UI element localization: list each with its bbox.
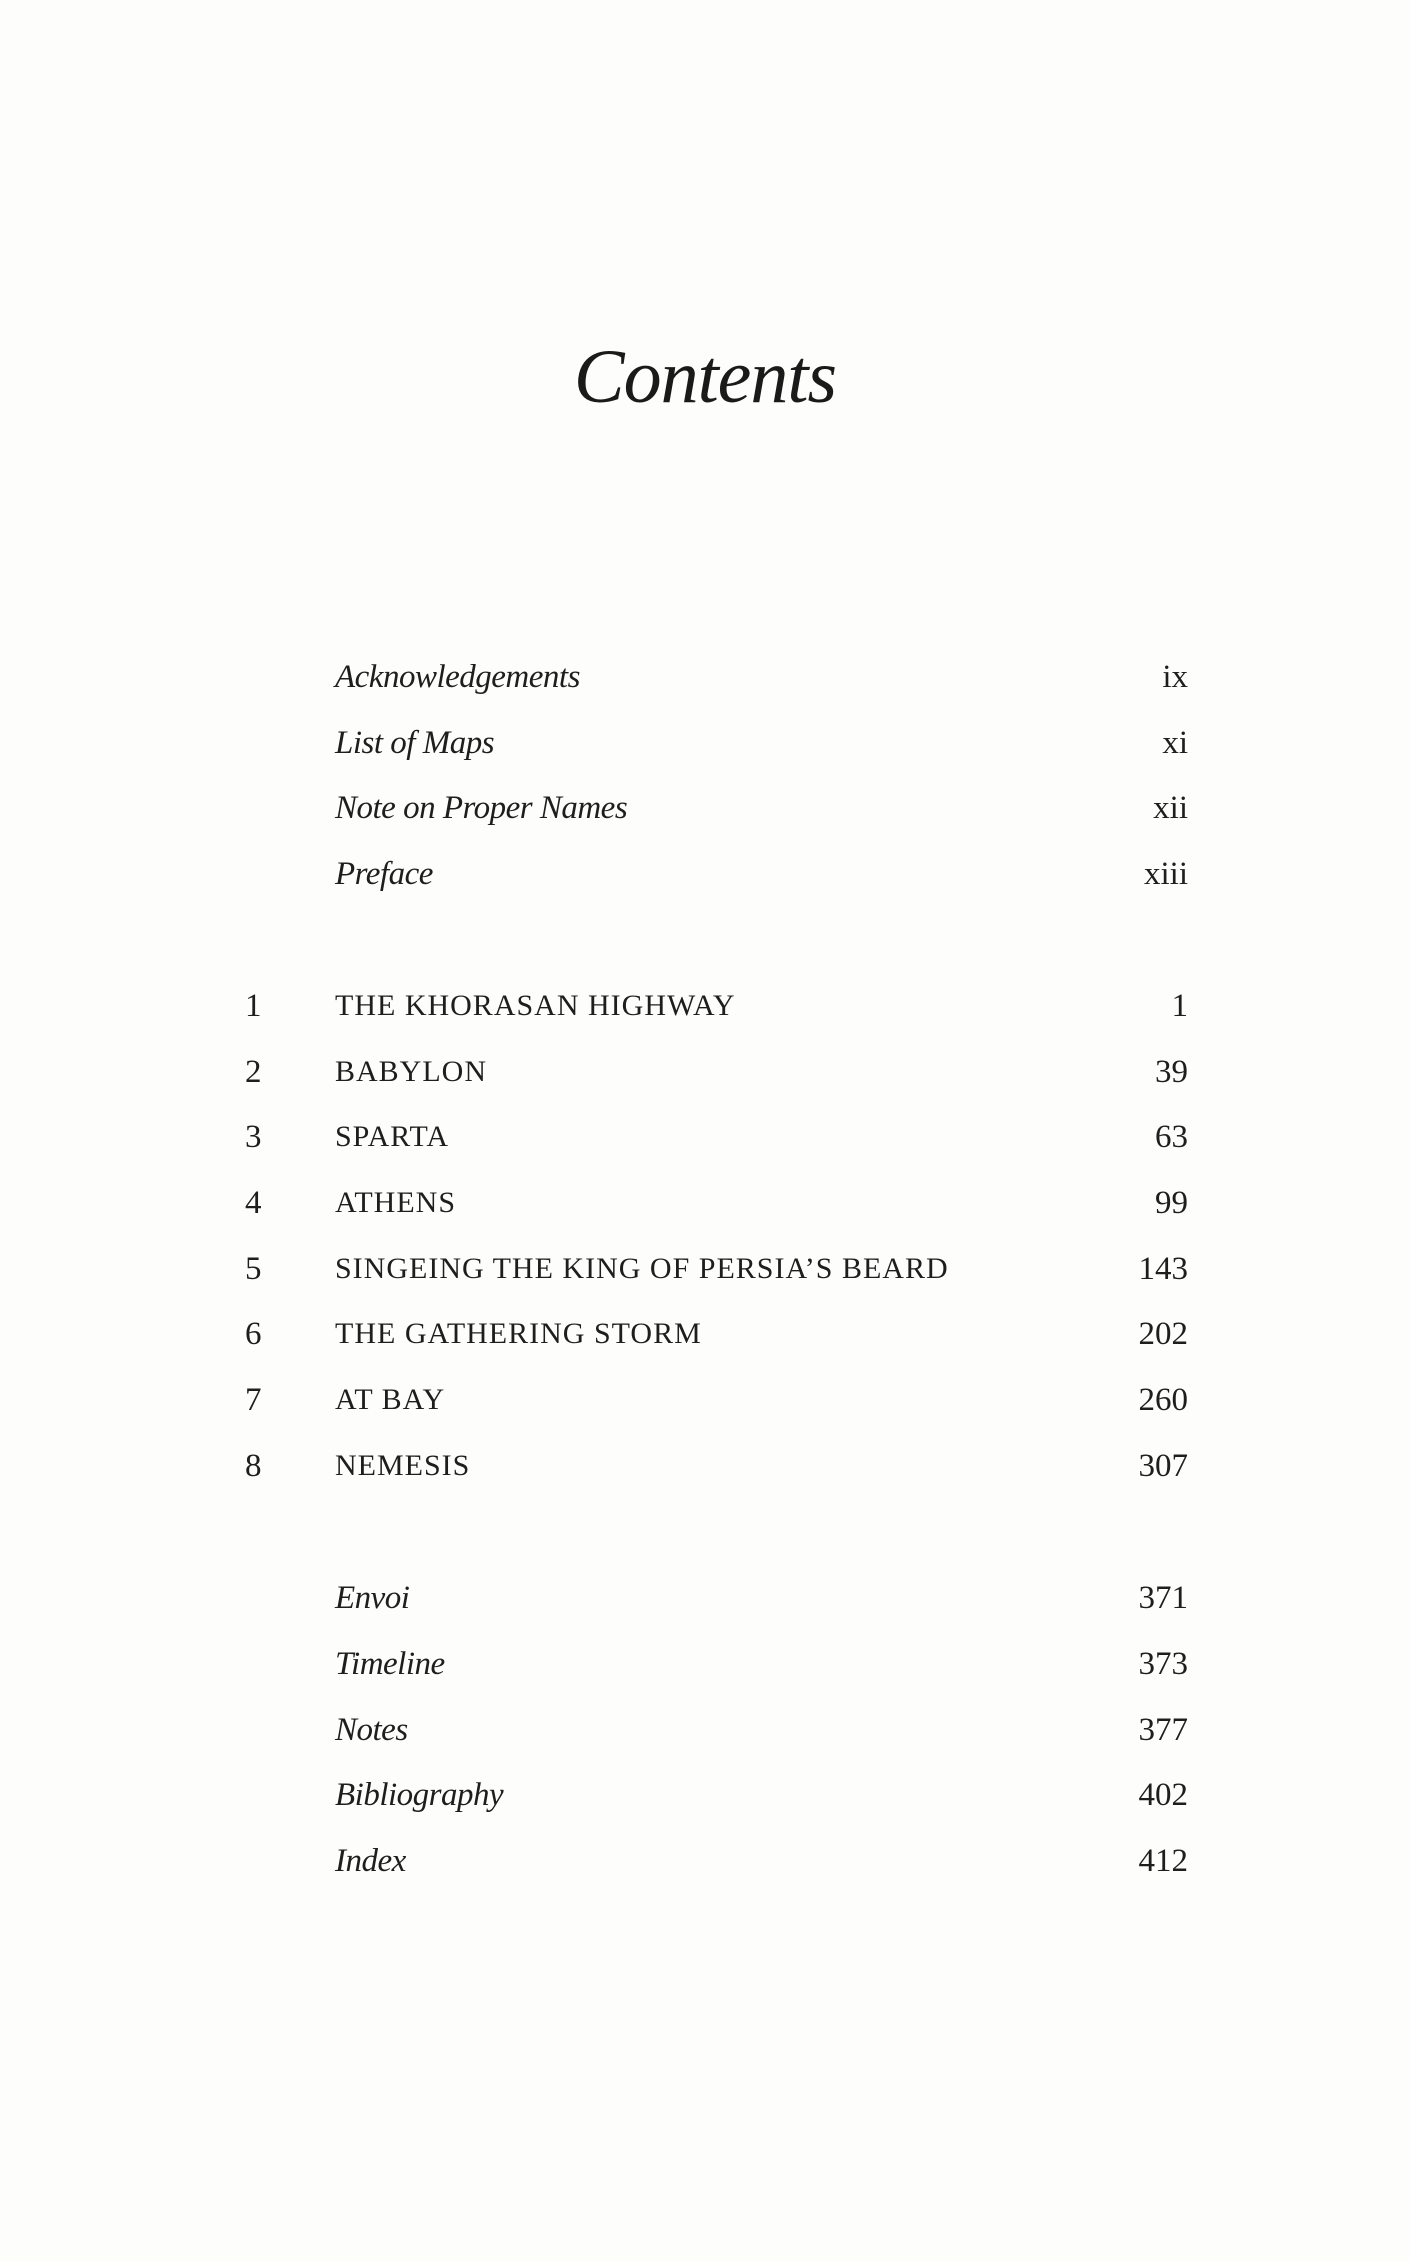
chapter-number: 3 [245,1119,262,1155]
toc-chapter-2[interactable] [230,1047,1188,1097]
toc-chapter-6[interactable] [230,1309,1188,1359]
entry-page: 371 [1138,1580,1188,1616]
toc-entry-envoi[interactable] [230,1573,1188,1623]
toc-chapter-8[interactable] [230,1441,1188,1491]
entry-page: xiii [1143,856,1188,892]
chapter-title: AT BAY [335,1383,446,1416]
toc-chapter-3[interactable] [230,1112,1188,1162]
chapter-page: 63 [1155,1119,1188,1155]
entry-label: Acknowledgements [335,659,580,695]
chapter-page: 202 [1138,1316,1188,1352]
entry-label: Envoi [335,1580,410,1616]
toc-entry-timeline[interactable] [230,1639,1188,1689]
chapter-number: 7 [245,1382,262,1418]
entry-label: Index [335,1843,406,1879]
chapter-page: 1 [1171,988,1188,1024]
chapter-page: 260 [1138,1382,1188,1418]
chapter-page: 99 [1155,1185,1188,1221]
toc-entry-preface[interactable] [230,849,1188,899]
chapter-title: SPARTA [335,1120,450,1153]
entry-page: 412 [1138,1843,1188,1879]
toc-entry-index[interactable] [230,1836,1188,1886]
toc-chapter-5[interactable] [230,1244,1188,1294]
toc-entry-list-of-maps[interactable] [230,718,1188,768]
chapter-page: 39 [1155,1054,1188,1090]
entry-label: Timeline [335,1646,445,1682]
page-title: Contents [573,335,837,419]
chapter-number: 5 [245,1251,262,1287]
entry-label: Notes [335,1712,408,1748]
entry-label: List of Maps [335,725,495,761]
entry-page: xii [1153,790,1188,826]
entry-page: 402 [1138,1777,1188,1813]
chapter-page: 143 [1138,1251,1188,1287]
chapter-number: 2 [245,1054,262,1090]
chapter-title: NEMESIS [335,1449,471,1482]
chapter-number: 6 [245,1316,262,1352]
entry-label: Note on Proper Names [335,790,628,826]
entry-label: Bibliography [335,1777,504,1813]
entry-page: 373 [1138,1646,1188,1682]
toc-entry-notes[interactable] [230,1705,1188,1755]
chapter-number: 8 [245,1448,262,1484]
chapter-title: SINGEING THE KING OF PERSIA’S BEARD [335,1252,949,1285]
entry-page: 377 [1138,1712,1188,1748]
chapter-number: 1 [245,988,262,1024]
chapter-page: 307 [1138,1448,1188,1484]
entry-page: xi [1162,725,1188,761]
chapter-title: THE KHORASAN HIGHWAY [335,989,736,1022]
toc-chapter-4[interactable] [230,1178,1188,1228]
toc-chapter-1[interactable] [230,981,1188,1031]
toc-entry-note-on-proper-names[interactable] [230,783,1188,833]
chapter-title: BABYLON [335,1055,488,1088]
entry-label: Preface [335,856,433,892]
chapter-title: THE GATHERING STORM [335,1317,702,1350]
entry-page: ix [1162,659,1188,695]
chapter-number: 4 [245,1185,262,1221]
toc-entry-bibliography[interactable] [230,1770,1188,1820]
toc-chapter-7[interactable] [230,1375,1188,1425]
toc-entry-acknowledgements[interactable] [230,652,1188,702]
chapter-title: ATHENS [335,1186,457,1219]
